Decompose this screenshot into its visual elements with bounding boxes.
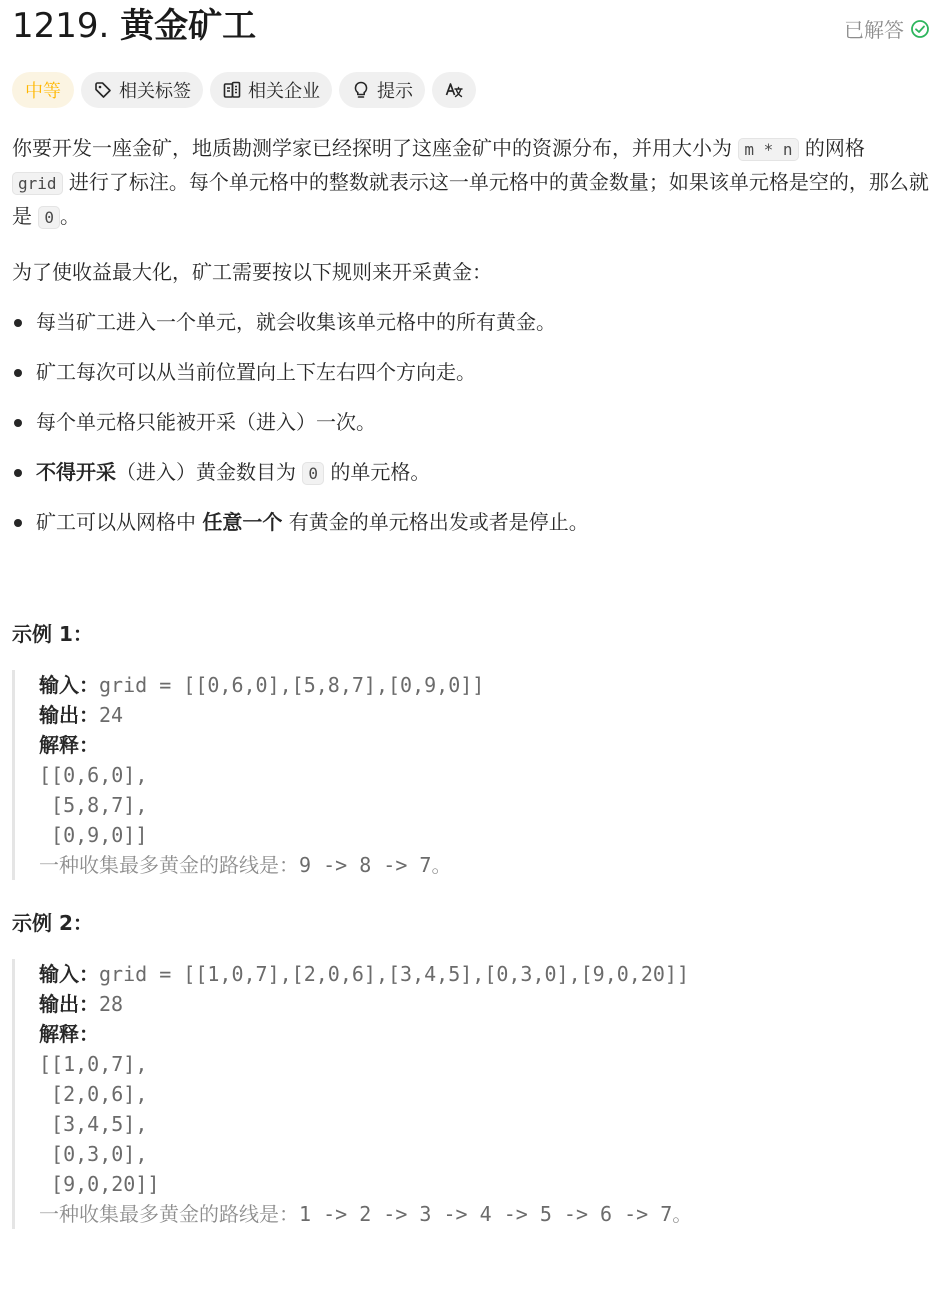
output-value: 24	[99, 703, 124, 727]
rule-text: 每个单元格只能被开采（进入）一次。	[36, 410, 376, 434]
text-segment: 你要开发一座金矿，地质勘测学家已经探明了这座金矿中的资源分布，并用大小为	[12, 136, 739, 160]
path-suffix: 。	[672, 1202, 693, 1226]
example-1-block	[12, 670, 912, 880]
bold-text: 任意一个	[202, 510, 283, 534]
hint-label: 提示	[377, 81, 413, 102]
grid-line: [0,3,0],	[39, 1142, 148, 1166]
example-2-title: 示例 2：	[12, 911, 93, 935]
path-value: 9 -> 8 -> 7	[299, 853, 432, 877]
rule-text: 的单元格。	[324, 460, 431, 484]
solved-label: 已解答	[844, 18, 904, 42]
inline-code: m * n	[738, 138, 798, 161]
problem-number: 1219.	[12, 6, 110, 46]
related-companies-label: 相关企业	[248, 81, 320, 102]
input-value: grid = [[0,6,0],[5,8,7],[0,9,0]]	[99, 673, 485, 697]
title-row	[12, 4, 934, 50]
example-explain	[39, 730, 912, 760]
difficulty-badge[interactable]	[12, 72, 74, 108]
example-2-block	[12, 959, 912, 1229]
building-icon	[222, 80, 242, 100]
list-item	[12, 506, 932, 556]
check-circle-icon	[910, 19, 930, 39]
translate-button[interactable]	[432, 72, 476, 108]
rules-list	[12, 306, 932, 556]
example-explain	[39, 1019, 912, 1049]
output-label: 输出：	[39, 992, 99, 1016]
rule-text: 矿工每次可以从当前位置向上下左右四个方向走。	[36, 360, 476, 384]
difficulty-label: 中等	[25, 81, 61, 102]
grid-line: [[0,6,0],	[39, 763, 148, 787]
input-value: grid = [[1,0,7],[2,0,6],[3,4,5],[0,3,0],[9,0,20]]	[99, 962, 690, 986]
translate-icon	[444, 80, 464, 100]
path-line	[39, 1199, 912, 1229]
grid-line: [3,4,5],	[39, 1112, 148, 1136]
input-label: 输入：	[39, 962, 99, 986]
bold-text: 不得开采	[36, 460, 116, 484]
rule-text: 矿工可以从网格中	[36, 510, 203, 534]
grid-line: [[1,0,7],	[39, 1052, 148, 1076]
input-label: 输入：	[39, 673, 99, 697]
example-input	[39, 959, 912, 989]
grid-line: [9,0,20]]	[39, 1172, 160, 1196]
rule-text: 有黄金的单元格出发或者是停止。	[282, 510, 589, 534]
hint-button[interactable]	[339, 72, 425, 108]
example-input	[39, 670, 912, 700]
tag-bar	[12, 72, 476, 108]
explain-label: 解释：	[39, 1022, 99, 1046]
description-paragraph	[12, 132, 932, 234]
solved-status	[844, 14, 930, 43]
grid-line: [5,8,7],	[39, 793, 148, 817]
problem-name: 黄金矿工	[120, 6, 257, 46]
related-tags-label: 相关标签	[119, 81, 191, 102]
text-segment: 的网格	[798, 136, 865, 160]
path-line	[39, 850, 912, 880]
list-item	[12, 406, 932, 456]
lightbulb-icon	[351, 80, 371, 100]
problem-title[interactable]	[12, 4, 934, 48]
problem-description	[12, 132, 932, 288]
inline-code: 0	[38, 206, 60, 229]
inline-code: 0	[302, 462, 324, 485]
rule-text: （进入）黄金数目为	[116, 460, 303, 484]
rule-text: 每当矿工进入一个单元，就会收集该单元格中的所有黄金。	[36, 310, 556, 334]
description-paragraph: 为了使收益最大化，矿工需要按以下规则来开采黄金：	[12, 260, 492, 284]
related-companies-button[interactable]	[210, 72, 332, 108]
path-prefix: 一种收集最多黄金的路线是：	[39, 853, 299, 877]
example-output	[39, 989, 912, 1019]
grid-line: [2,0,6],	[39, 1082, 148, 1106]
tag-icon	[93, 80, 113, 100]
output-value: 28	[99, 992, 124, 1016]
inline-code: grid	[12, 172, 63, 195]
example-1-title: 示例 1：	[12, 622, 93, 646]
list-item	[12, 456, 932, 506]
explain-label: 解释：	[39, 733, 99, 757]
output-label: 输出：	[39, 703, 99, 727]
list-item	[12, 306, 932, 356]
list-item	[12, 356, 932, 406]
related-tags-button[interactable]	[81, 72, 203, 108]
path-suffix: 。	[431, 853, 452, 877]
path-prefix: 一种收集最多黄金的路线是：	[39, 1202, 299, 1226]
grid-line: [0,9,0]]	[39, 823, 148, 847]
example-output	[39, 700, 912, 730]
text-segment: 。	[60, 204, 80, 228]
text-segment: 进行了标注。每个单元格中的整数就表示这一单元格中的黄金数量；如果该单元格是空的，那么就是	[12, 170, 929, 228]
path-value: 1 -> 2 -> 3 -> 4 -> 5 -> 6 -> 7	[299, 1202, 673, 1226]
